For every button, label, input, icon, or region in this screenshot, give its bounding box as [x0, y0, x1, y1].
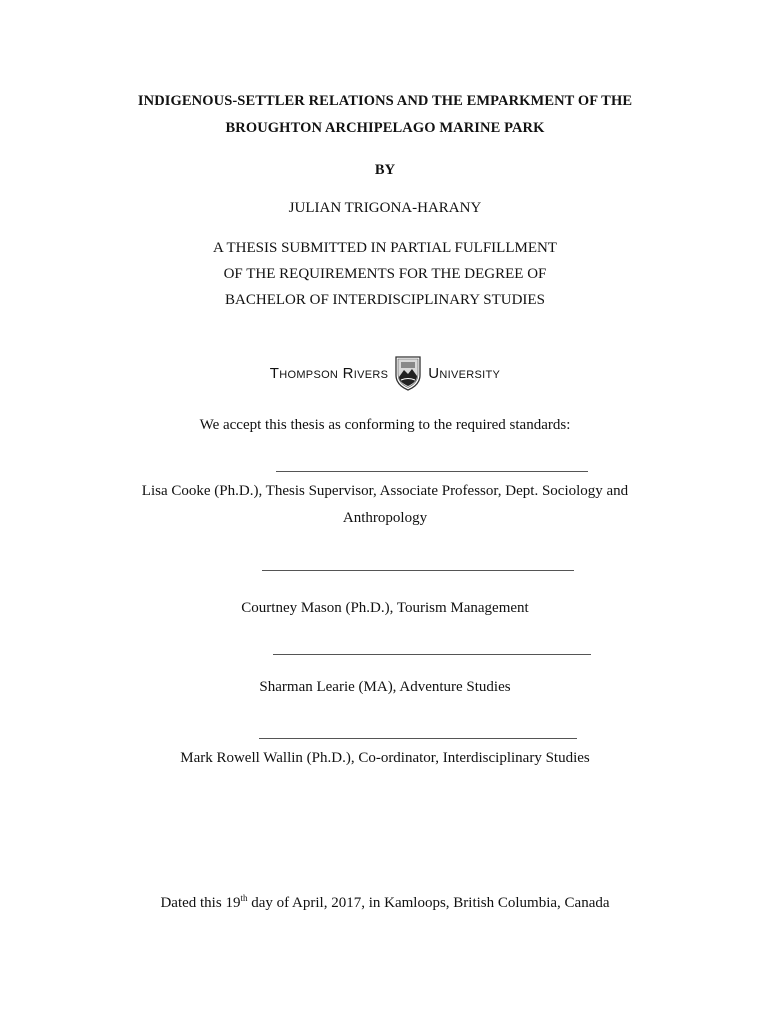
- by-label: BY: [374, 162, 396, 178]
- acceptance-statement: We accept this thesis as conforming to the required standards:: [199, 417, 571, 433]
- signature-line-4: [259, 738, 577, 739]
- signature-line-2: [262, 570, 574, 571]
- university-name-right: University: [428, 364, 501, 382]
- university-logo: [0, 355, 770, 391]
- signatory-3: Sharman Learie (MA), Adventure Studies: [259, 679, 511, 695]
- thesis-title-line-1: INDIGENOUS-SETTLER RELATIONS AND THE EMPARKMENT OF THE: [137, 93, 633, 109]
- signature-line-3: [273, 654, 591, 655]
- date-prefix: Dated this 19: [160, 895, 241, 911]
- signatory-4: Mark Rowell Wallin (Ph.D.), Co-ordinator, Interdisciplinary Studies: [180, 750, 590, 766]
- submission-line-3: BACHELOR OF INTERDISCIPLINARY STUDIES: [225, 292, 545, 308]
- author-name: JULIAN TRIGONA-HARANY: [288, 200, 482, 216]
- signature-line-1: [276, 471, 588, 472]
- university-name-left: Thompson Rivers: [269, 364, 389, 382]
- signatory-2: Courtney Mason (Ph.D.), Tourism Management: [241, 600, 529, 616]
- signatory-1-line-2: Anthropology: [342, 510, 428, 526]
- thesis-title-line-2: BROUGHTON ARCHIPELAGO MARINE PARK: [225, 120, 545, 136]
- submission-line-2: OF THE REQUIREMENTS FOR THE DEGREE OF: [223, 266, 547, 282]
- date-ordinal-suffix: th: [240, 893, 248, 903]
- date-suffix: day of April, 2017, in Kamloops, British Columbia, Canada: [247, 895, 610, 911]
- signatory-1-line-1: Lisa Cooke (Ph.D.), Thesis Supervisor, Associate Professor, Dept. Sociology and: [141, 483, 629, 499]
- university-crest-icon: [394, 355, 422, 391]
- date-statement: [0, 895, 770, 912]
- submission-line-1: A THESIS SUBMITTED IN PARTIAL FULFILLMENT: [213, 240, 557, 256]
